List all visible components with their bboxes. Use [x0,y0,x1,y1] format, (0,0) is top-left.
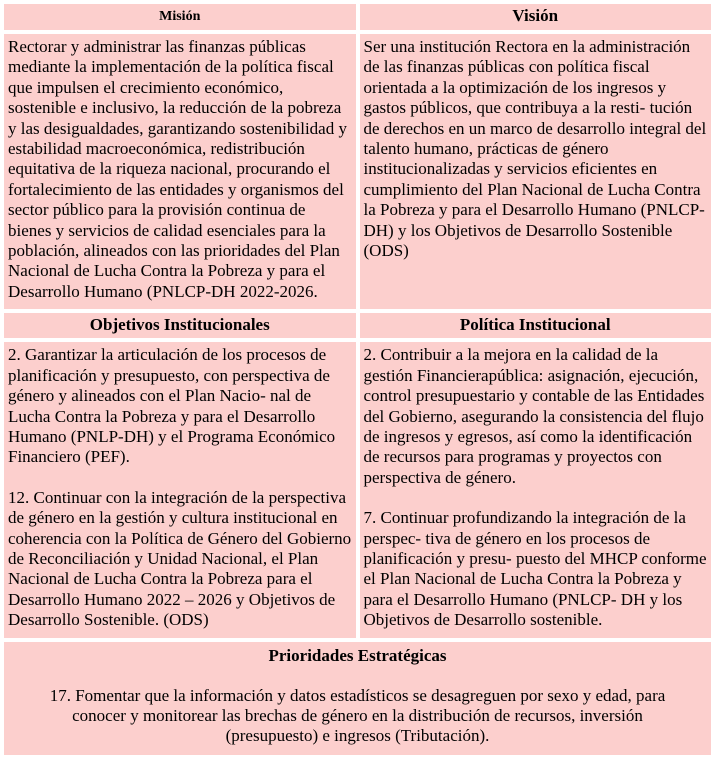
body-row-mision-vision [4,34,711,309]
politica-paragraph-1: 2. Contribuir a la mejora en la calidad de la gestión Financierapública: asignación, ejecución, control presupuestario y contable de las Entidades del Gobierno, asegurando la consistencia del flujo de ingresos y egresos, así como la identificación de recursos para programas y proyectos con perspectiva de género. [363,345,705,487]
objetivos-paragraph-2: 12. Continuar con la integración de la perspectiva de género en la gestión y cultura institucional en coherencia con la Política de Género del Gobierno de Reconciliación y Unidad Nacional, el Plan Nacional de Lucha Contra la Pobreza para el Desarrollo Humano 2022 – 2026 y Objetivos de Desarrollo Sostenible. (ODS) [8,487,352,630]
header-row-objetivos-politica [4,313,711,338]
header-row-mision-vision [4,4,711,30]
politica-header: Política Institucional [360,313,712,338]
mision-text-cell [4,34,356,309]
prioridades-header: Prioridades Estratégicas [268,645,447,665]
mision-header: Misión [4,4,356,30]
row-prioridades [4,642,711,755]
prioridades-cell [4,642,711,755]
objetivos-text-cell [4,342,356,637]
objetivos-paragraph-1: 2. Garantizar la articulación de los procesos de planificación y presupuesto, con perspectiva de género y alineados con el Plan Nacio- nal de Lucha Contra la Pobreza y para el Desarrollo Humano (PNLP-DH) y el Programa Económico Financiero (PEF). [8,345,336,467]
prioridades-text: 17. Fomentar que la información y datos estadísticos se desagreguen por sexo y edad, para conocer y monitorear las brechas de género en la distribución de recursos, inversión (presupuesto) e ingresos (Tributación). [49,685,666,746]
vision-text: Ser una institución Rectora en la administración de las finanzas públicas con política fiscal orientada a la optimización de los ingresos y gastos públicos, que contribuya a la resti- tución de derechos en un marco de desarrollo integral del talento humano, prácticas de género institucionalizadas y servicios eficientes en cumplimiento del Plan Nacional de Lucha Contra la Pobreza y para el Desarrollo Humano (PNLCP- DH) y los Objetivos de Desarrollo Sostenible (ODS) [363,37,707,261]
mision-text: Rectorar y administrar las finanzas públicas mediante la implementación de la política fiscal que impulsen el crecimiento económico, sostenible e inclusivo, la reducción de la pobreza y las desigualdades, garantizando sostenibilidad y estabilidad macroeconómica, redistribución equitativa de la riqueza nacional, procurando el fortalecimiento de las entidades y organismos del sector público para la provisión continua de bienes y servicios de calidad esenciales para la población, alineados con las prioridades del Plan Nacional de Lucha Contra la Pobreza y para el Desarrollo Humano (PNLCP-DH 2022-2026. [8,37,347,301]
body-row-objetivos-politica [4,342,711,637]
objetivos-header: Objetivos Institucionales [4,313,356,338]
politica-text-cell [360,342,712,637]
vision-header: Visión [360,4,712,30]
vision-text-cell [360,34,712,309]
politica-paragraph-2: 7. Continuar profundizando la integración de la perspec- tiva de género en los procesos de planificación y presu- puesto del MHCP conforme el Plan Nacional de Lucha Contra la Pobreza y para el Desarrollo Humano (PNLCP- DH y los Objetivos de Desarrollo sostenible. [363,508,707,630]
